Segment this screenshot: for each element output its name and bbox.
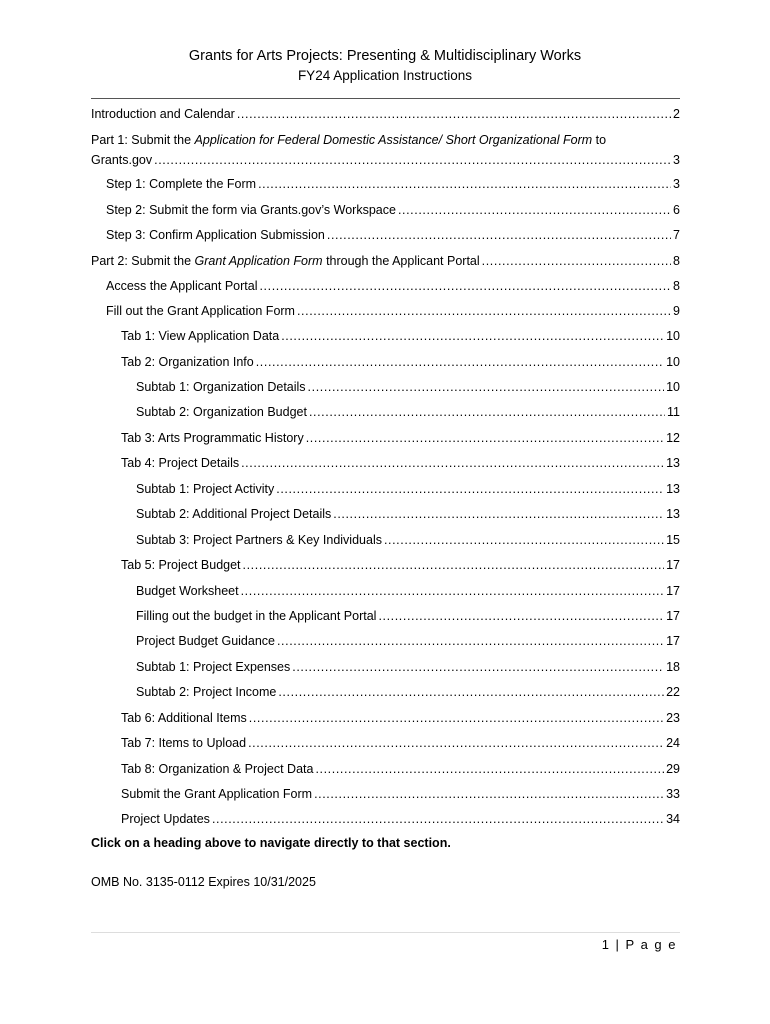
toc-page-number: 18	[666, 660, 680, 674]
toc-page-number: 6	[673, 203, 680, 217]
toc-label-part: Part 1: Submit the	[91, 133, 195, 147]
toc-entry-tab-5[interactable]	[121, 557, 680, 573]
toc-entry-tab-4-subtab-3[interactable]	[136, 532, 680, 548]
toc-label: Step 1: Complete the Form	[106, 177, 257, 191]
toc-label: Tab 6: Additional Items	[121, 711, 247, 725]
toc-leader	[278, 684, 664, 700]
toc-entry-tab-1[interactable]	[121, 328, 680, 344]
document-subtitle: FY24 Application Instructions	[297, 68, 473, 83]
toc-label: Project Budget Guidance	[136, 634, 275, 648]
toc-entry-part-2[interactable]	[91, 253, 680, 269]
toc-page-number: 9	[673, 304, 680, 318]
toc-label	[91, 253, 480, 269]
toc-label: Subtab 2: Additional Project Details	[136, 507, 332, 521]
toc-page-number: 29	[666, 762, 680, 776]
toc-entry-step-1[interactable]	[106, 176, 680, 192]
toc-entry-tab-7[interactable]	[121, 735, 680, 751]
toc-leader	[248, 735, 664, 751]
toc-page-number: 34	[666, 812, 680, 826]
toc-leader	[309, 404, 665, 420]
toc-entry-project-budget-guidance[interactable]	[136, 633, 680, 649]
toc-entry-submit-form[interactable]	[121, 786, 680, 802]
toc-label: Subtab 2: Organization Budget	[136, 405, 307, 419]
toc-label-italic: Grant Application Form	[194, 254, 323, 268]
toc-leader	[241, 583, 664, 599]
toc-leader	[314, 786, 664, 802]
toc-label: Access the Applicant Portal	[106, 279, 258, 293]
toc-page-number: 13	[666, 507, 680, 521]
toc-page-number: 24	[666, 736, 680, 750]
toc-leader	[256, 354, 664, 370]
toc-page-number: 3	[673, 153, 680, 167]
toc-entry-budget-worksheet[interactable]	[136, 583, 680, 599]
toc-leader	[297, 303, 671, 319]
toc-leader	[243, 557, 665, 573]
toc-entry-tab-8[interactable]	[121, 761, 680, 777]
toc-leader	[384, 532, 664, 548]
toc-label: Subtab 1: Organization Details	[136, 380, 306, 394]
toc-label: Step 2: Submit the form via Grants.gov’s Workspace	[106, 203, 396, 217]
toc-entry-tab-3[interactable]	[121, 430, 680, 446]
toc-label: Tab 5: Project Budget	[121, 558, 241, 572]
toc-leader	[276, 481, 664, 497]
toc-label: Subtab 3: Project Partners & Key Individuals	[136, 533, 382, 547]
toc-entry-introduction[interactable]	[91, 106, 680, 122]
toc-page-number: 3	[673, 177, 680, 191]
toc-label-continued: Grants.gov	[91, 153, 153, 167]
page-number: 1 | P a g e	[601, 937, 677, 952]
toc-leader	[249, 710, 664, 726]
toc-page-number: 12	[666, 431, 680, 445]
toc-leader	[259, 278, 671, 294]
toc-entry-part-1[interactable]	[91, 132, 680, 168]
toc-label-part: through the Applicant Portal	[322, 254, 480, 268]
toc-label: Subtab 1: Project Activity	[136, 482, 275, 496]
toc-page-number: 7	[673, 228, 680, 242]
toc-label: Tab 4: Project Details	[121, 456, 240, 470]
toc-entry-tab-2[interactable]	[121, 354, 680, 370]
toc-label-italic: Application for Federal Domestic Assistance/ Short Organizational Form	[194, 133, 593, 147]
toc-entry-tab-4-subtab-1[interactable]	[136, 481, 680, 497]
toc-page-number: 33	[666, 787, 680, 801]
toc-page-number: 10	[666, 329, 680, 343]
toc-entry-tab-2-subtab-1[interactable]	[136, 379, 680, 395]
toc-page-number: 23	[666, 711, 680, 725]
toc-entry-access-portal[interactable]	[106, 278, 680, 294]
toc-page-number: 17	[666, 558, 680, 572]
toc-label-part: Part 2: Submit the	[91, 254, 195, 268]
toc-label: Tab 3: Arts Programmatic History	[121, 431, 304, 445]
toc-leader	[482, 253, 671, 269]
toc-entry-step-2[interactable]	[106, 202, 680, 218]
toc-page-number: 15	[666, 533, 680, 547]
toc-entry-tab-4-subtab-2[interactable]	[136, 506, 680, 522]
toc-entry-fill-out-form[interactable]	[106, 303, 680, 319]
toc-label: Tab 8: Organization & Project Data	[121, 762, 314, 776]
toc-label: Subtab 1: Project Expenses	[136, 660, 291, 674]
omb-number: OMB No. 3135-0112 Expires 10/31/2025	[91, 875, 316, 889]
footer-divider	[91, 932, 680, 933]
toc-entry-tab-4[interactable]	[121, 455, 680, 471]
toc-label: Filling out the budget in the Applicant Portal	[136, 609, 377, 623]
toc-page-number: 2	[673, 107, 680, 121]
toc-leader	[333, 506, 664, 522]
toc-leader	[258, 176, 671, 192]
toc-leader	[154, 152, 671, 168]
toc-leader	[277, 633, 664, 649]
toc-label: Project Updates	[121, 812, 210, 826]
toc-page-number: 8	[673, 254, 680, 268]
toc-entry-tab-6[interactable]	[121, 710, 680, 726]
toc-page-number: 8	[673, 279, 680, 293]
toc-label: Tab 7: Items to Upload	[121, 736, 247, 750]
toc-page-number: 10	[666, 355, 680, 369]
toc-entry-step-3[interactable]	[106, 227, 680, 243]
toc-page-number: 17	[666, 634, 680, 648]
toc-page-number: 13	[666, 456, 680, 470]
toc-page-number: 11	[667, 405, 680, 419]
navigation-note: Click on a heading above to navigate directly to that section.	[91, 836, 451, 850]
toc-leader	[327, 227, 671, 243]
toc-entry-tab-5-subtab-2[interactable]	[136, 684, 680, 700]
toc-page-number: 13	[666, 482, 680, 496]
toc-entry-filling-out-budget[interactable]	[136, 608, 680, 624]
document-title: Grants for Arts Projects: Presenting & Multidisciplinary Works	[188, 48, 582, 64]
toc-label: Subtab 2: Project Income	[136, 685, 277, 699]
toc-leader	[398, 202, 671, 218]
toc-page-number: 17	[666, 609, 680, 623]
toc-leader	[306, 430, 664, 446]
toc-entry-tab-5-subtab-1[interactable]	[136, 659, 680, 675]
toc-label-part: to	[592, 133, 607, 147]
toc-leader	[292, 659, 664, 675]
toc-page-number: 22	[666, 685, 680, 699]
toc-entry-project-updates[interactable]	[121, 811, 680, 827]
toc-leader	[237, 106, 671, 122]
toc-leader	[308, 379, 665, 395]
toc-entry-tab-2-subtab-2[interactable]	[136, 404, 680, 420]
toc-page-number: 10	[666, 380, 680, 394]
toc-label: Tab 1: View Application Data	[121, 329, 280, 343]
toc-leader	[315, 761, 664, 777]
toc-leader	[212, 811, 664, 827]
toc-leader	[281, 328, 664, 344]
toc-label: Budget Worksheet	[136, 584, 239, 598]
toc-leader	[241, 455, 664, 471]
toc-label: Submit the Grant Application Form	[121, 787, 313, 801]
toc-page-number: 17	[666, 584, 680, 598]
toc-label: Tab 2: Organization Info	[121, 355, 254, 369]
toc-label: Introduction and Calendar	[91, 107, 235, 121]
toc-label: Fill out the Grant Application Form	[106, 304, 295, 318]
toc-leader	[378, 608, 664, 624]
toc-label: Step 3: Confirm Application Submission	[106, 228, 325, 242]
